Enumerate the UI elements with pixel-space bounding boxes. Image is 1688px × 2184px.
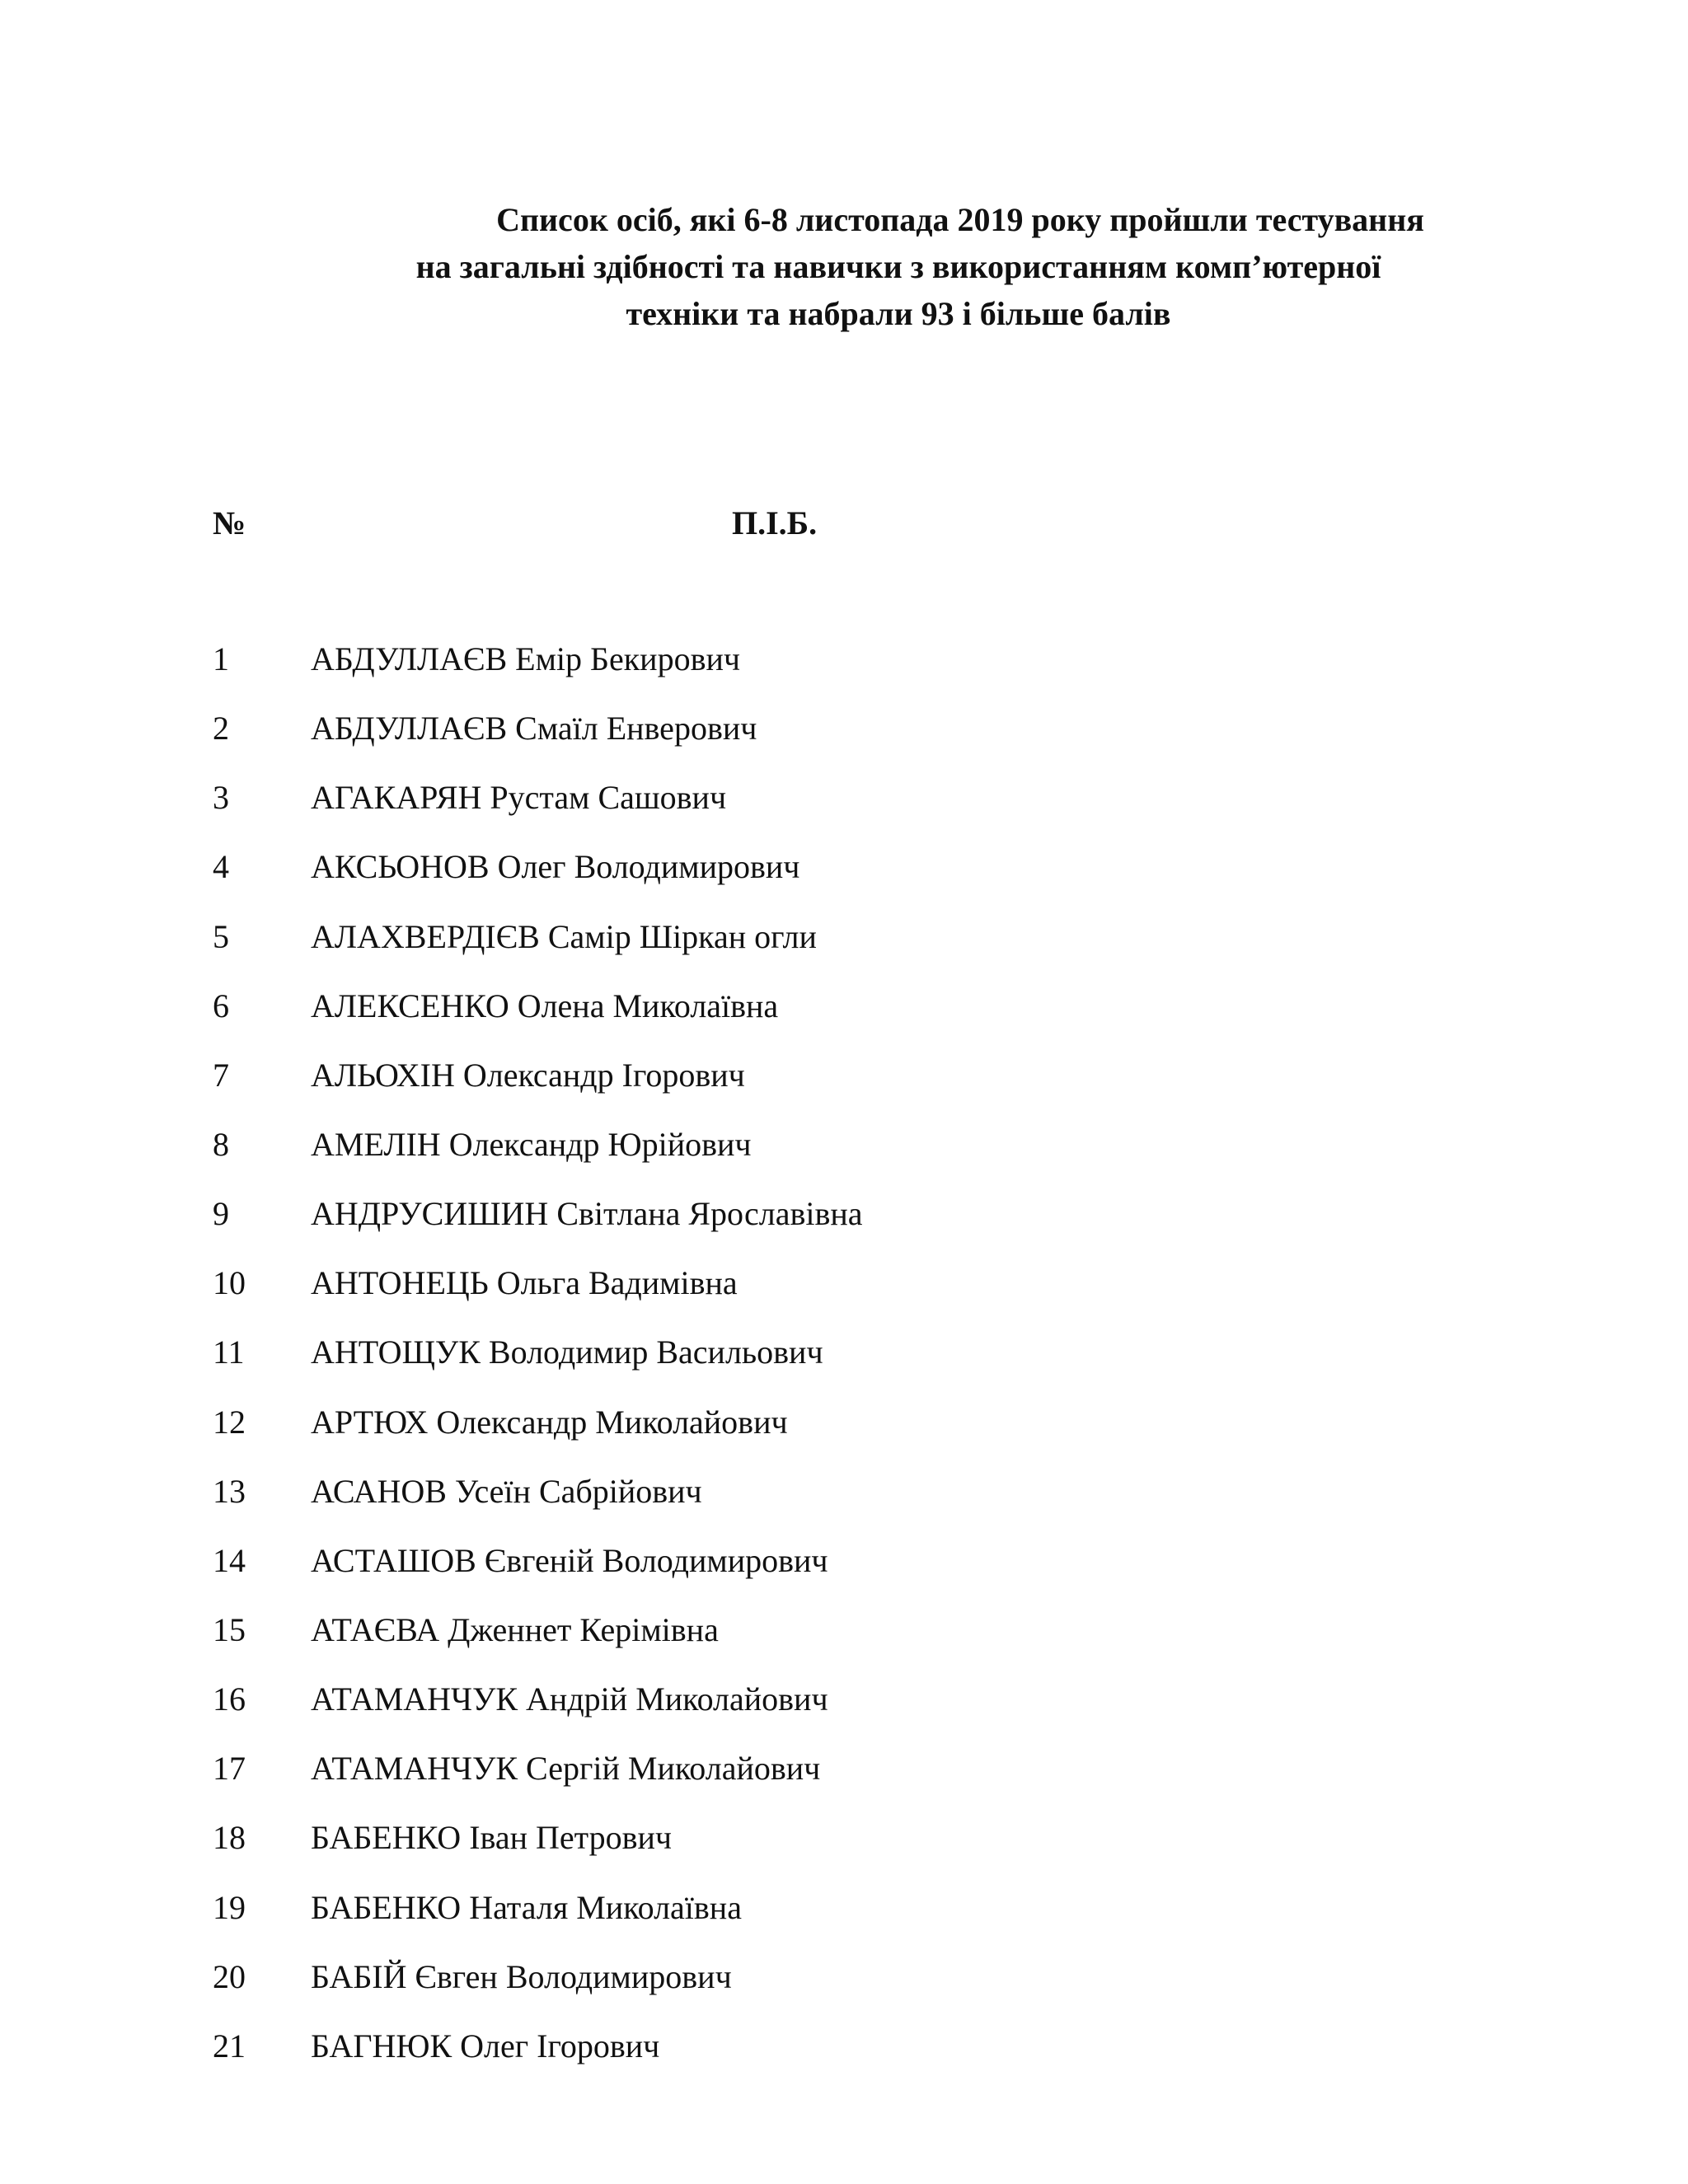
row-number: 5 <box>213 917 229 955</box>
list-item <box>0 777 1688 846</box>
row-full-name: АЛЬОХІН Олександр Ігорович <box>311 1056 745 1094</box>
row-number: 10 <box>213 1264 246 1302</box>
row-full-name: АТАМАНЧУК Сергій Миколайович <box>311 1750 821 1788</box>
list-item <box>0 1332 1688 1401</box>
row-full-name: БАГНЮК Олег Ігорович <box>311 2027 660 2064</box>
row-full-name: АНТОЩУК Володимир Васильович <box>311 1333 823 1371</box>
row-full-name: АМЕЛІН Олександр Юрійович <box>311 1125 752 1163</box>
list-item <box>0 846 1688 916</box>
row-full-name: АРТЮХ Олександр Миколайович <box>311 1403 788 1441</box>
list-item <box>0 708 1688 777</box>
column-header-name: П.І.Б. <box>732 504 818 541</box>
name-list <box>0 639 1688 2095</box>
row-full-name: БАБЕНКО Іван Петрович <box>311 1819 673 1857</box>
row-number: 15 <box>213 1610 246 1648</box>
row-full-name: АСАНОВ Усеїн Сабрійович <box>311 1472 702 1510</box>
list-item <box>0 639 1688 708</box>
row-number: 11 <box>213 1333 245 1371</box>
row-full-name: АНДРУСИШИН Світлана Ярославівна <box>311 1195 863 1233</box>
row-full-name: АЛАХВЕРДІЄВ Самір Шіркан огли <box>311 917 817 955</box>
row-number: 21 <box>213 2027 246 2064</box>
list-item <box>0 1887 1688 1957</box>
row-number: 17 <box>213 1750 246 1788</box>
row-number: 19 <box>213 1888 246 1926</box>
list-item <box>0 1402 1688 1471</box>
list-item <box>0 916 1688 986</box>
list-item <box>0 1471 1688 1540</box>
row-number: 12 <box>213 1403 246 1441</box>
document-title <box>297 196 1500 337</box>
row-full-name: АБДУЛЛАЄВ Емір Бекирович <box>311 640 740 677</box>
list-item <box>0 986 1688 1055</box>
row-full-name: АТАЄВА Дженнет Керімівна <box>311 1610 719 1648</box>
row-number: 3 <box>213 779 229 817</box>
row-full-name: АТАМАНЧУК Андрій Миколайович <box>311 1680 828 1718</box>
title-line: техніки та набрали 93 і більше балів <box>626 295 1171 332</box>
row-number: 2 <box>213 710 229 748</box>
row-full-name: АБДУЛЛАЄВ Смаїл Енверович <box>311 710 757 748</box>
list-item <box>0 1540 1688 1610</box>
row-full-name: АГАКАРЯН Рустам Сашович <box>311 779 727 817</box>
row-number: 1 <box>213 640 229 677</box>
row-number: 14 <box>213 1541 246 1579</box>
list-item <box>0 1124 1688 1193</box>
row-number: 4 <box>213 848 229 886</box>
list-item <box>0 1055 1688 1124</box>
list-item <box>0 1957 1688 2026</box>
list-item <box>0 2026 1688 2095</box>
title-line: на загальні здібності та навички з використанням комп’ютерної <box>415 248 1381 285</box>
list-item <box>0 1193 1688 1263</box>
row-full-name: АСТАШОВ Євгеній Володимирович <box>311 1541 828 1579</box>
row-number: 7 <box>213 1056 229 1094</box>
list-item <box>0 1679 1688 1748</box>
row-number: 8 <box>213 1125 229 1163</box>
row-number: 6 <box>213 987 229 1024</box>
column-header-number: № <box>213 504 246 541</box>
row-full-name: БАБІЙ Євген Володимирович <box>311 1957 732 1995</box>
row-number: 18 <box>213 1819 246 1857</box>
row-full-name: АНТОНЕЦЬ Ольга Вадимівна <box>311 1264 738 1302</box>
row-full-name: АЛЕКСЕНКО Олена Миколаївна <box>311 987 779 1024</box>
title-line: Список осіб, які 6-8 листопада 2019 року пройшли тестування <box>496 201 1424 238</box>
row-number: 9 <box>213 1195 229 1233</box>
list-item <box>0 1748 1688 1817</box>
row-number: 16 <box>213 1680 246 1718</box>
row-full-name: БАБЕНКО Наталя Миколаївна <box>311 1888 742 1926</box>
row-number: 20 <box>213 1957 246 1995</box>
list-item <box>0 1610 1688 1679</box>
row-full-name: АКСЬОНОВ Олег Володимирович <box>311 848 800 886</box>
list-item <box>0 1817 1688 1886</box>
list-item <box>0 1263 1688 1332</box>
row-number: 13 <box>213 1472 246 1510</box>
